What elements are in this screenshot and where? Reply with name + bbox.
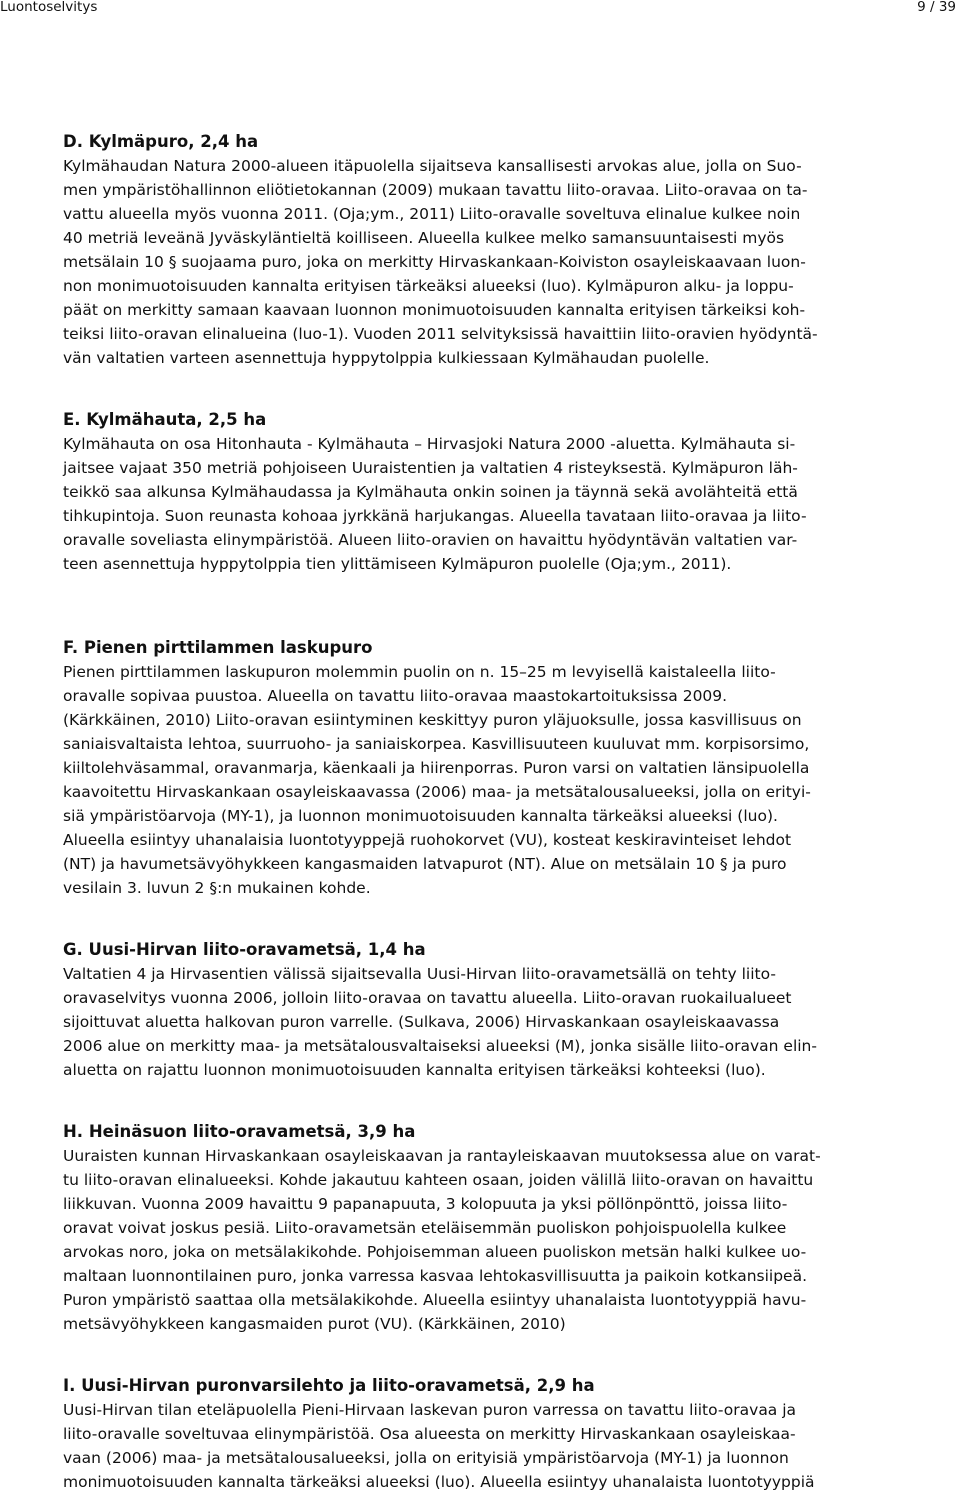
paragraph-line: Uusi-Hirvan tilan eteläpuolella Pieni-Hirvaan laskevan puron varressa on tavattu liito-oravaa ja (63, 1401, 797, 1419)
paragraph-line: Kylmähauta on osa Hitonhauta - Kylmähauta – Hirvasjoki Natura 2000 -aluetta. Kylmähauta si- (63, 435, 796, 453)
section-heading: I. Uusi-Hirvan puronvarsilehto ja liito-oravametsä, 2,9 ha (63, 1376, 595, 1395)
paragraph-line: vattu alueella myös vuonna 2011. (Oja;ym., 2011) Liito-oravalle soveltuva elinalue kulkee noin (63, 205, 801, 223)
paragraph-line: 40 metriä leveänä Jyväskyläntieltä koilliseen. Alueella kulkee melko samansuuntaisesti myös (63, 229, 785, 247)
page-number: 9 / 39 (917, 0, 956, 15)
spacer (63, 1082, 943, 1120)
paragraph-line: liito-oravalle soveltuvaa elinympäristöä. Osa alueesta on merkitty Hirvaskankaan osayleiskaa- (63, 1425, 796, 1443)
paragraph-line: jaitsee vajaat 350 metriä pohjoiseen Uuraistentien ja valtatien 4 risteyksestä. Kylmäpuron läh- (63, 459, 798, 477)
paragraph-line: (NT) ja havumetsävyöhykkeen kangasmaiden latvapurot (NT). Alue on metsälain 10 § ja puro (63, 855, 787, 873)
paragraph-line: teikkö saa alkunsa Kylmähaudassa ja Kylmähauta onkin soinen ja täynnä sekä avolähteitä että (63, 483, 798, 501)
section-heading: G. Uusi-Hirvan liito-oravametsä, 1,4 ha (63, 940, 426, 959)
paragraph-line: oravalle sopivaa puustoa. Alueella on tavattu liito-oravaa maastokartoituksissa 2009. (63, 687, 728, 705)
paragraph-line: siä ympäristöarvoja (MY-1), ja luonnon monimuotoisuuden kannalta tärkeäksi alueeksi (luo). (63, 807, 778, 825)
section-h (63, 1120, 943, 1336)
paragraph-line: saniaisvaltaista lehtoa, suurruoho- ja saniaiskorpea. Kasvillisuuteen kuuluvat mm. korpisorsimo, (63, 735, 810, 753)
paragraph-line: 2006 alue on merkitty maa- ja metsätalousvaltaiseksi alueeksi (M), jonka sisälle liito-oravan elin- (63, 1037, 817, 1055)
paragraph-line: Puron ympäristö saattaa olla metsälakikohde. Alueella esiintyy uhanalaista luontotyyppiä havu- (63, 1291, 807, 1309)
spacer (63, 1336, 943, 1374)
paragraph-line: vaan (2006) maa- ja metsätalousalueeksi, jolla on erityisiä ympäristöarvoja (MY-1) ja luonnon (63, 1449, 789, 1467)
document-title: Luontoselvitys (0, 0, 98, 15)
section-heading: D. Kylmäpuro, 2,4 ha (63, 132, 259, 151)
paragraph-line: oravalle soveliasta elinympäristöä. Alueen liito-oravien on havaittu hyödyntävän valtatien var- (63, 531, 798, 549)
paragraph-line: metsälain 10 § suojaama puro, joka on merkitty Hirvaskankaan-Koiviston osayleiskaavaan luon- (63, 253, 806, 271)
section-heading: E. Kylmähauta, 2,5 ha (63, 410, 267, 429)
paragraph-line: (Kärkkäinen, 2010) Liito-oravan esiintyminen keskittyy puron yläjuoksulle, jossa kasvillisuus on (63, 711, 802, 729)
paragraph-line: non monimuotoisuuden kannalta erityisen tärkeäksi alueeksi (luo). Kylmäpuron alku- ja loppu- (63, 277, 794, 295)
section-d (63, 130, 943, 370)
paragraph-line: liikkuvan. Vuonna 2009 havaittu 9 papanapuuta, 3 kolopuuta ja yksi pöllönpönttö, joissa liito- (63, 1195, 788, 1213)
section-f (63, 636, 943, 900)
paragraph-line: päät on merkitty samaan kaavaan luonnon monimuotoisuuden kannalta erityisen tärkeiksi koh- (63, 301, 806, 319)
spacer (63, 900, 943, 938)
paragraph-line: kaavoitettu Hirvaskankaan osayleiskaavassa (2006) maa- ja metsätalousalueeksi, jolla on erityi- (63, 783, 811, 801)
document-body (63, 130, 943, 1494)
paragraph-line: oravat voivat joskus pesiä. Liito-oravametsän eteläisemmän puoliskon pohjoispuolella kulkee (63, 1219, 787, 1237)
paragraph-line: vesilain 3. luvun 2 §:n mukainen kohde. (63, 879, 371, 897)
paragraph-line: men ympäristöhallinnon eliötietokannan (2009) mukaan tavattu liito-oravaa. Liito-oravaa on ta- (63, 181, 808, 199)
paragraph-line: Valtatien 4 ja Hirvasentien välissä sijaitsevalla Uusi-Hirvan liito-oravametsällä on tehty liito- (63, 965, 776, 983)
section-heading: H. Heinäsuon liito-oravametsä, 3,9 ha (63, 1122, 416, 1141)
paragraph-line: tihkupintoja. Suon reunasta kohoaa jyrkkänä harjukangas. Alueella tavataan liito-oravaa ja liito- (63, 507, 807, 525)
section-e (63, 408, 943, 576)
section-heading: F. Pienen pirttilammen laskupuro (63, 638, 373, 657)
paragraph-line: maltaan luonnontilainen puro, jonka varressa kasvaa lehtokasvillisuutta ja paikoin kotkansiipeä. (63, 1267, 808, 1285)
paragraph-line: teiksi liito-oravan elinalueina (luo-1). Vuoden 2011 selvityksissä havaittiin liito-oravien hyödyntä- (63, 325, 818, 343)
paragraph-line: arvokas noro, joka on metsälakikohde. Pohjoisemman alueen puoliskon metsän halki kulkee uo- (63, 1243, 807, 1261)
paragraph-line: metsävyöhykkeen kangasmaiden purot (VU). (Kärkkäinen, 2010) (63, 1315, 566, 1333)
paragraph-line: monimuotoisuuden kannalta tärkeäksi alueeksi (luo). Alueella esiintyy uhanalaista luontotyyppiä (63, 1473, 815, 1491)
paragraph-line: oravaselvitys vuonna 2006, jolloin liito-oravaa on tavattu alueella. Liito-oravan ruokailualueet (63, 989, 792, 1007)
paragraph-line: Kylmähaudan Natura 2000-alueen itäpuolella sijaitseva kansallisesti arvokas alue, jolla on Suo- (63, 157, 802, 175)
spacer (63, 576, 943, 636)
paragraph-line: sijoittuvat aluetta halkovan puron varrelle. (Sulkava, 2006) Hirvaskankaan osayleiskaavassa (63, 1013, 780, 1031)
paragraph-line: tu liito-oravan elinalueeksi. Kohde jakautuu kahteen osaan, joiden välillä liito-oravan on havaittu (63, 1171, 814, 1189)
section-g (63, 938, 943, 1082)
spacer (63, 370, 943, 408)
paragraph-line: Pienen pirttilammen laskupuron molemmin puolin on n. 15–25 m levyisellä kaistaleella liito- (63, 663, 776, 681)
paragraph-line: teen asennettuja hyppytolppia tien ylittämiseen Kylmäpuron puolelle (Oja;ym., 2011). (63, 555, 732, 573)
paragraph-line: vän valtatien varteen asennettuja hyppytolppia kulkiessaan Kylmähaudan puolelle. (63, 349, 710, 367)
paragraph-line: kiiltolehväsammal, oravanmarja, käenkaali ja hiirenporras. Puron varsi on valtatien länsipuolella (63, 759, 810, 777)
paragraph-line: Uuraisten kunnan Hirvaskankaan osayleiskaavan ja rantayleiskaavan muutoksessa alue on varat- (63, 1147, 821, 1165)
section-i (63, 1374, 943, 1494)
paragraph-line: Alueella esiintyy uhanalaisia luontotyyppejä ruohokorvet (VU), kosteat keskiravinteiset lehdot (63, 831, 792, 849)
paragraph-line: aluetta on rajattu luonnon monimuotoisuuden kannalta erityisen tärkeäksi kohteeksi (luo). (63, 1061, 766, 1079)
page-header (0, 0, 960, 14)
